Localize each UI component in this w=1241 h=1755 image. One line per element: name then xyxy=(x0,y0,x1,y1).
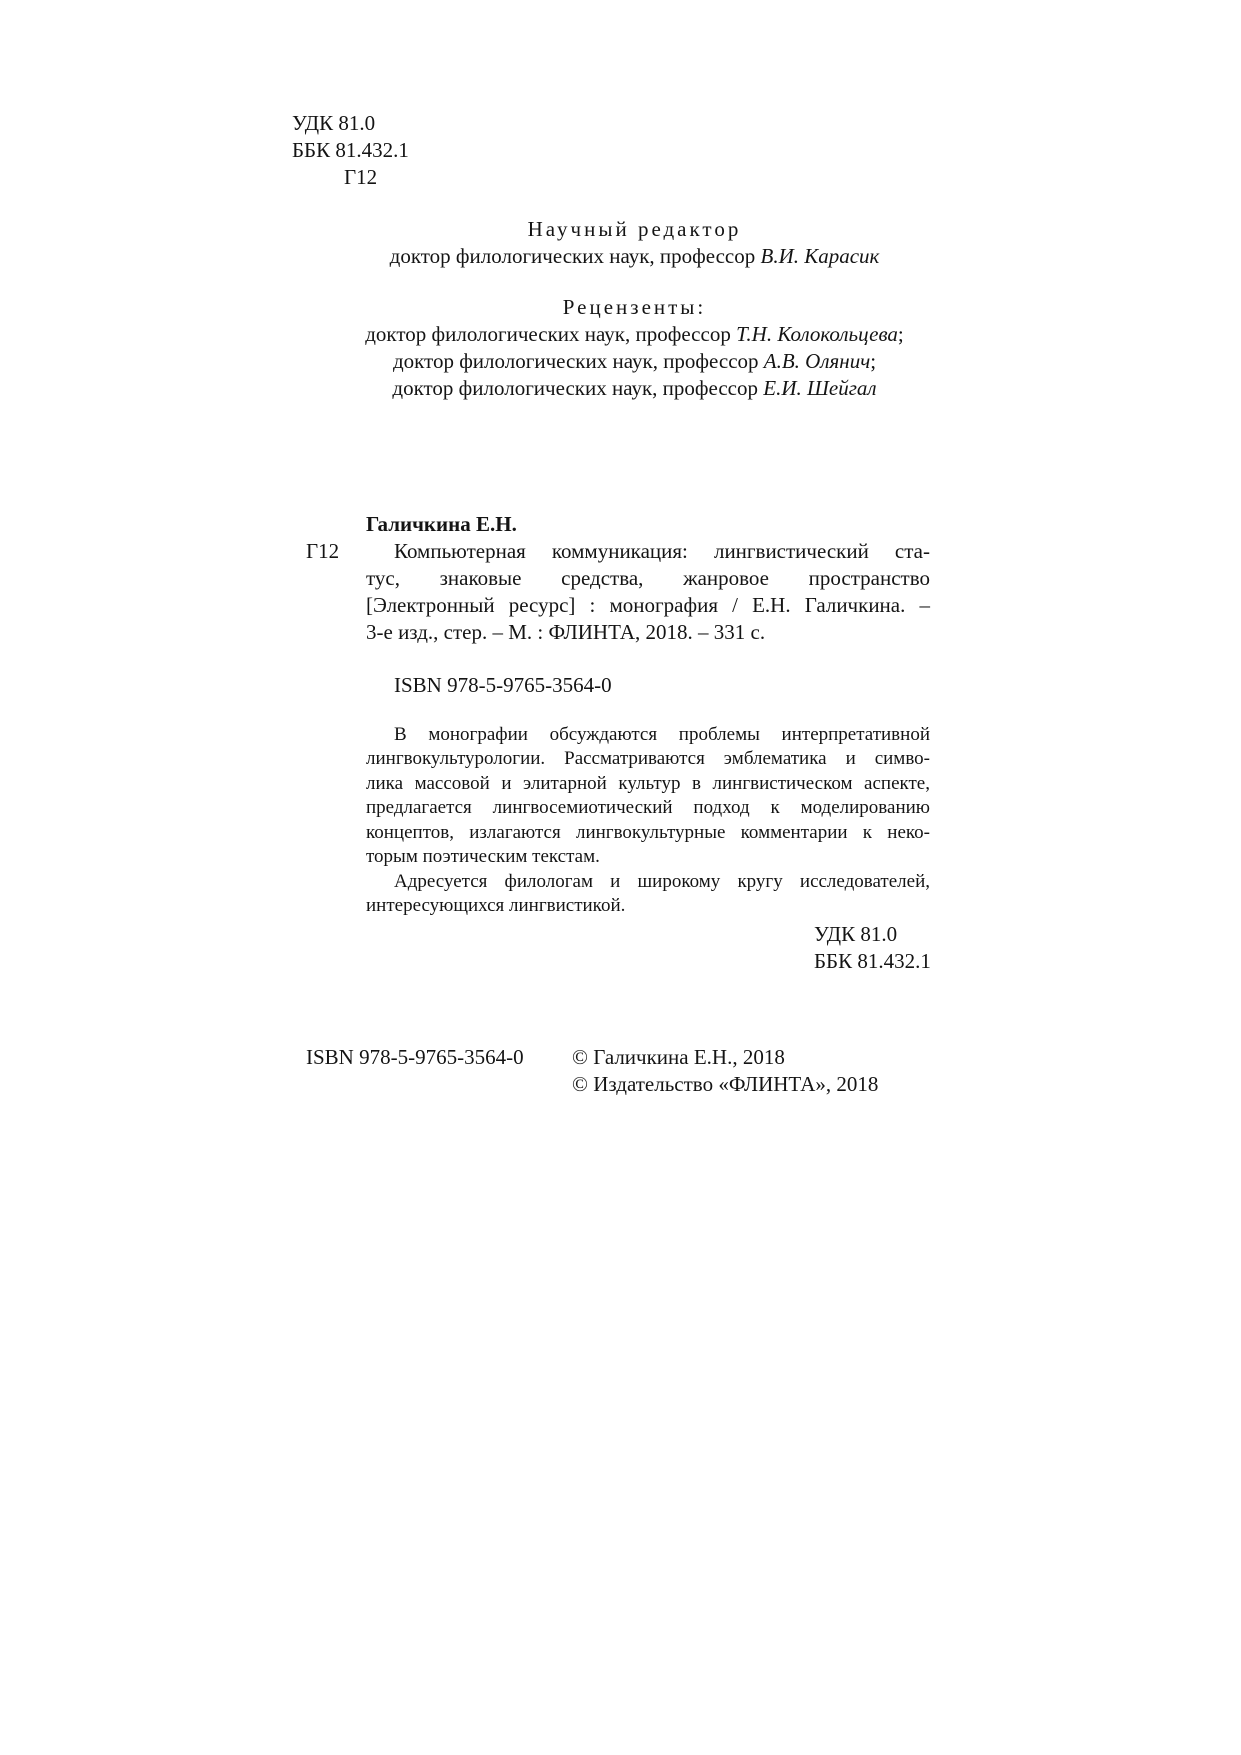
annotation-line: торым поэтическим текстам. xyxy=(366,846,600,867)
header-udk: УДК 81.0 xyxy=(292,111,376,135)
reviewers-heading: Рецензенты: xyxy=(562,295,707,319)
reviewer-punct: ; xyxy=(870,349,877,373)
annotation-line: концептов, излагаются лингвокультурные комментарии к неко- xyxy=(366,822,930,843)
entry-code: Г12 xyxy=(306,539,340,563)
entry-title-line: Компьютерная коммуникация: лингвистический ста- xyxy=(394,539,930,563)
reviewer-name: Е.И. Шейгал xyxy=(763,376,877,400)
entry-title-line: [Электронный ресурс] : монография / Е.Н. Галичкина. – xyxy=(366,593,930,617)
footer-isbn: ISBN 978-5-9765-3564-0 xyxy=(306,1045,524,1069)
reviewer-line xyxy=(14,348,1241,375)
annotation-udk: УДК 81.0 xyxy=(814,922,898,946)
header-bbk: ББК 81.432.1 xyxy=(292,138,409,162)
reviewer-title: доктор филологических наук, профессор xyxy=(365,322,731,346)
entry-isbn: ISBN 978-5-9765-3564-0 xyxy=(394,673,612,697)
editor-title: доктор филологических наук, профессор xyxy=(389,244,756,268)
annotation-bbk: ББК 81.432.1 xyxy=(814,949,931,973)
reviewer-line xyxy=(14,321,1241,348)
annotation-line: предлагается лингвосемиотический подход к моделированию xyxy=(366,797,930,818)
entry-title-line: 3-е изд., стер. – М. : ФЛИНТА, 2018. – 331 с. xyxy=(366,620,766,644)
entry-author: Галичкина Е.Н. xyxy=(366,512,517,536)
header-author-code: Г12 xyxy=(344,165,378,189)
annotation-line: лика массовой и элитарной культур в лингвистическом аспекте, xyxy=(366,773,930,794)
editor-line xyxy=(14,243,1241,270)
reviewer-line xyxy=(14,375,1241,402)
reviewer-name: Т.Н. Колокольцева xyxy=(736,322,898,346)
reviewer-title: доктор филологических наук, профессор xyxy=(392,376,758,400)
annotation-line: В монографии обсуждаются проблемы интерпретативной xyxy=(394,724,930,745)
annotation-line: интересующихся лингвистикой. xyxy=(366,895,626,916)
editor-name: В.И. Карасик xyxy=(760,244,880,268)
entry-title-line: тус, знаковые средства, жанровое пространство xyxy=(366,566,930,590)
editor-heading: Научный редактор xyxy=(527,217,742,241)
annotation-line: лингвокультурологии. Рассматриваются эмблематика и симво- xyxy=(366,748,930,769)
copyright-publisher: © Издательство «ФЛИНТА», 2018 xyxy=(572,1072,879,1096)
reviewer-name: А.В. Олянич xyxy=(763,349,871,373)
copyright-author: © Галичкина Е.Н., 2018 xyxy=(572,1045,785,1069)
reviewer-title: доктор филологических наук, профессор xyxy=(392,349,759,373)
reviewer-punct: ; xyxy=(897,322,904,346)
annotation-line: Адресуется филологам и широкому кругу исследователей, xyxy=(394,871,930,892)
